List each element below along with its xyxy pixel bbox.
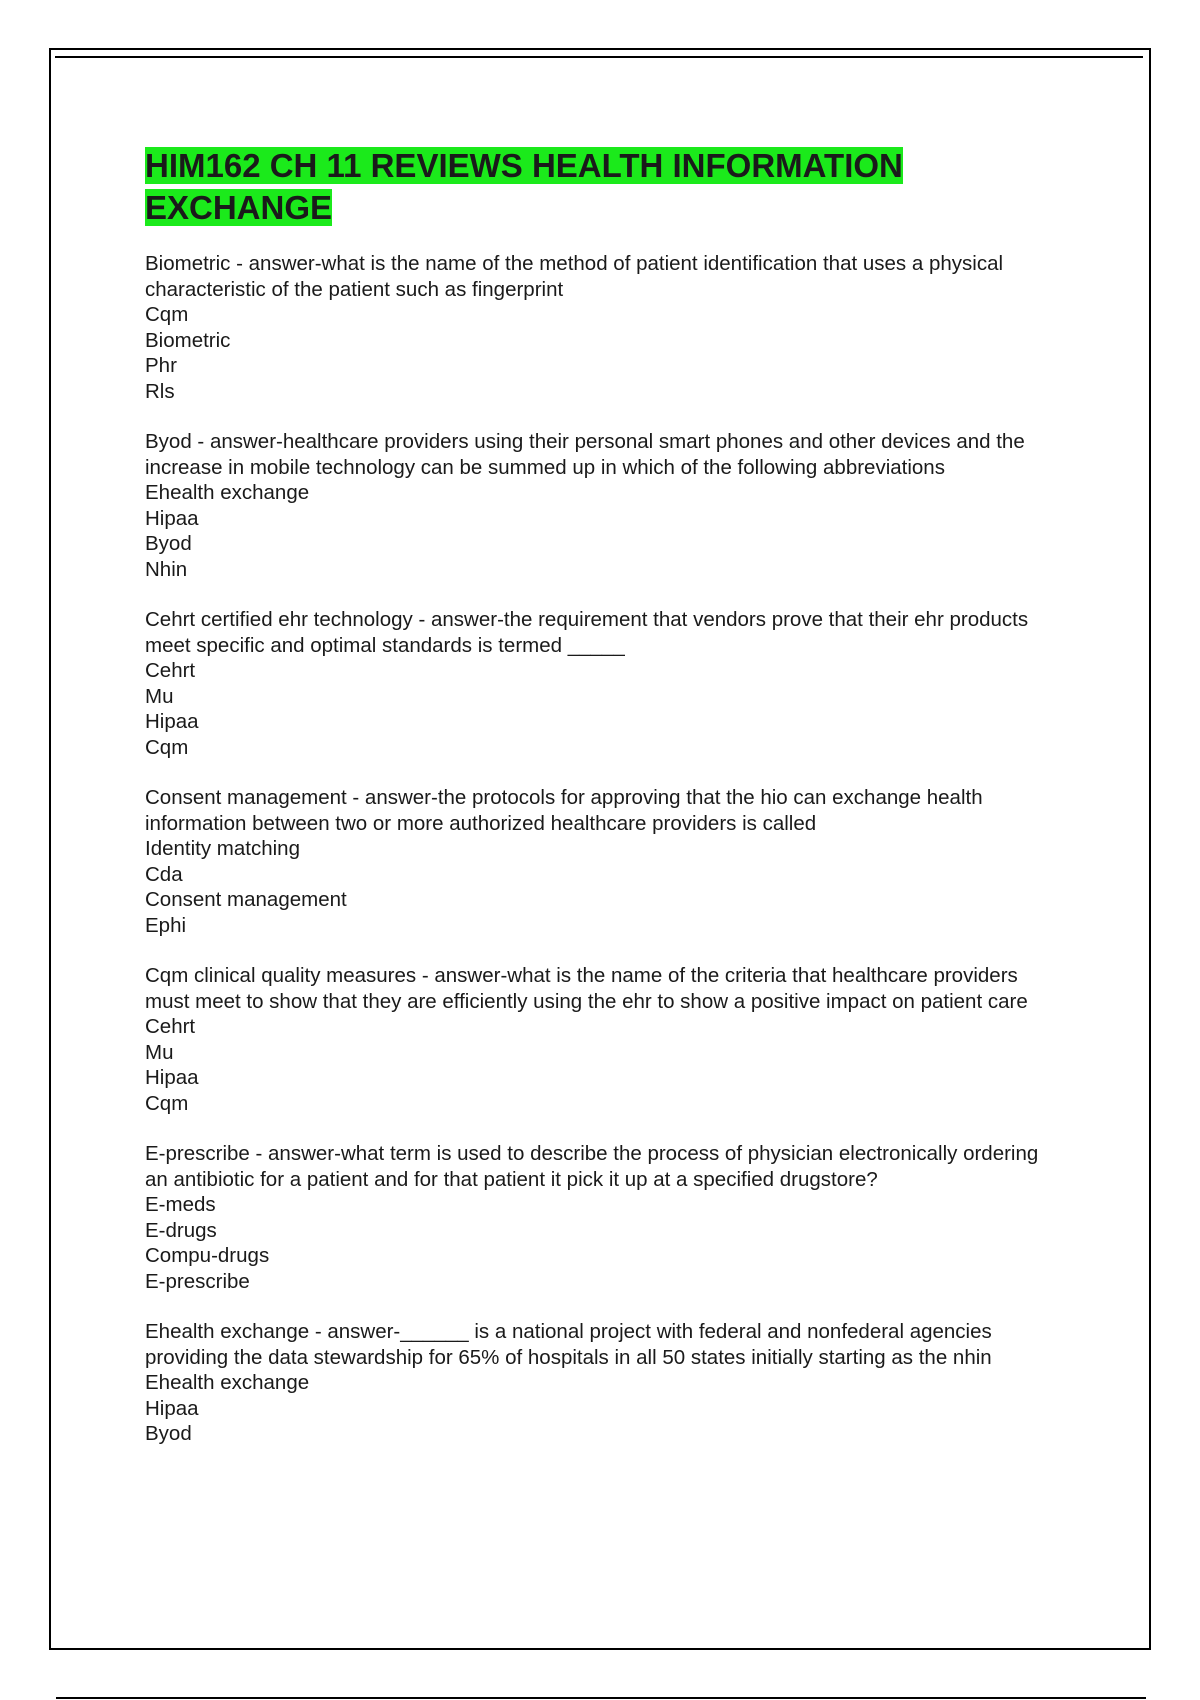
page-title	[145, 145, 1065, 229]
answer-option: Cehrt	[145, 1015, 196, 1038]
answer-option: Phr	[145, 354, 177, 377]
answer-option: Cehrt	[145, 659, 196, 682]
question-text: Ehealth exchange - answer-______ is a national project with federal and nonfederal agencies providing the data stewardship for 65% of hospitals in all 50 states initially starting as the nhin	[145, 1320, 992, 1369]
question-block	[145, 607, 1065, 760]
answer-option: Rls	[145, 379, 175, 403]
title-highlight: HIM162 CH 11 REVIEWS HEALTH INFORMATION EXCHANGE	[145, 147, 903, 226]
question-block	[145, 785, 1065, 938]
question-block	[145, 429, 1065, 582]
answer-option: Cqm	[145, 1091, 189, 1115]
answer-option: Hipaa	[145, 506, 199, 530]
answer-option: Cda	[145, 862, 183, 886]
answer-option: Ephi	[145, 913, 187, 937]
answer-option: E-prescribe	[145, 1269, 250, 1293]
question-text: Consent management - answer-the protocols for approving that the hio can exchange health information between two or more authorized healthcare providers is called	[145, 786, 983, 835]
answer-option: Compu-drugs	[145, 1244, 270, 1267]
answer-option: E-drugs	[145, 1218, 217, 1242]
answer-option: Nhin	[145, 557, 188, 581]
bottom-rule	[56, 1697, 1146, 1699]
answer-option: Biometric	[145, 328, 231, 352]
question-text: Biometric - answer-what is the name of the method of patient identification that uses a physical characteristic of the patient such as fingerprint	[145, 252, 1004, 301]
top-rule	[55, 56, 1143, 58]
question-text: Cehrt certified ehr technology - answer-the requirement that vendors prove that their ehr products meet specific and optimal standards is termed _____	[145, 608, 1029, 657]
answer-option: Consent management	[145, 888, 347, 911]
document-body	[145, 145, 1065, 1472]
question-block	[145, 963, 1065, 1116]
answer-option: Hipaa	[145, 1396, 199, 1420]
question-text: E-prescribe - answer-what term is used to describe the process of physician electronically ordering an antibiotic for a patient and for that patient it pick it up at a specified drugstore?	[145, 1142, 1039, 1191]
answer-option: Identity matching	[145, 837, 300, 860]
question-block	[145, 251, 1065, 404]
question-block	[145, 1141, 1065, 1294]
answer-option: E-meds	[145, 1193, 216, 1216]
answer-option: Ehealth exchange	[145, 1371, 310, 1394]
question-list	[145, 251, 1065, 1447]
answer-option: Hipaa	[145, 710, 199, 733]
answer-option: Hipaa	[145, 1066, 199, 1089]
question-text: Byod - answer-healthcare providers using their personal smart phones and other devices and the increase in mobile technology can be summed up in which of the following abbreviations	[145, 430, 1025, 479]
answer-option: Byod	[145, 532, 192, 555]
question-text: Cqm clinical quality measures - answer-what is the name of the criteria that healthcare providers must meet to show that they are efficiently using the ehr to show a positive impact on patient care	[145, 964, 1028, 1013]
answer-option: Byod	[145, 1422, 192, 1445]
answer-option: Mu	[145, 684, 174, 708]
answer-option: Cqm	[145, 303, 189, 326]
answer-option: Cqm	[145, 735, 189, 759]
question-block	[145, 1319, 1065, 1447]
answer-option: Ehealth exchange	[145, 481, 310, 504]
answer-option: Mu	[145, 1040, 174, 1064]
